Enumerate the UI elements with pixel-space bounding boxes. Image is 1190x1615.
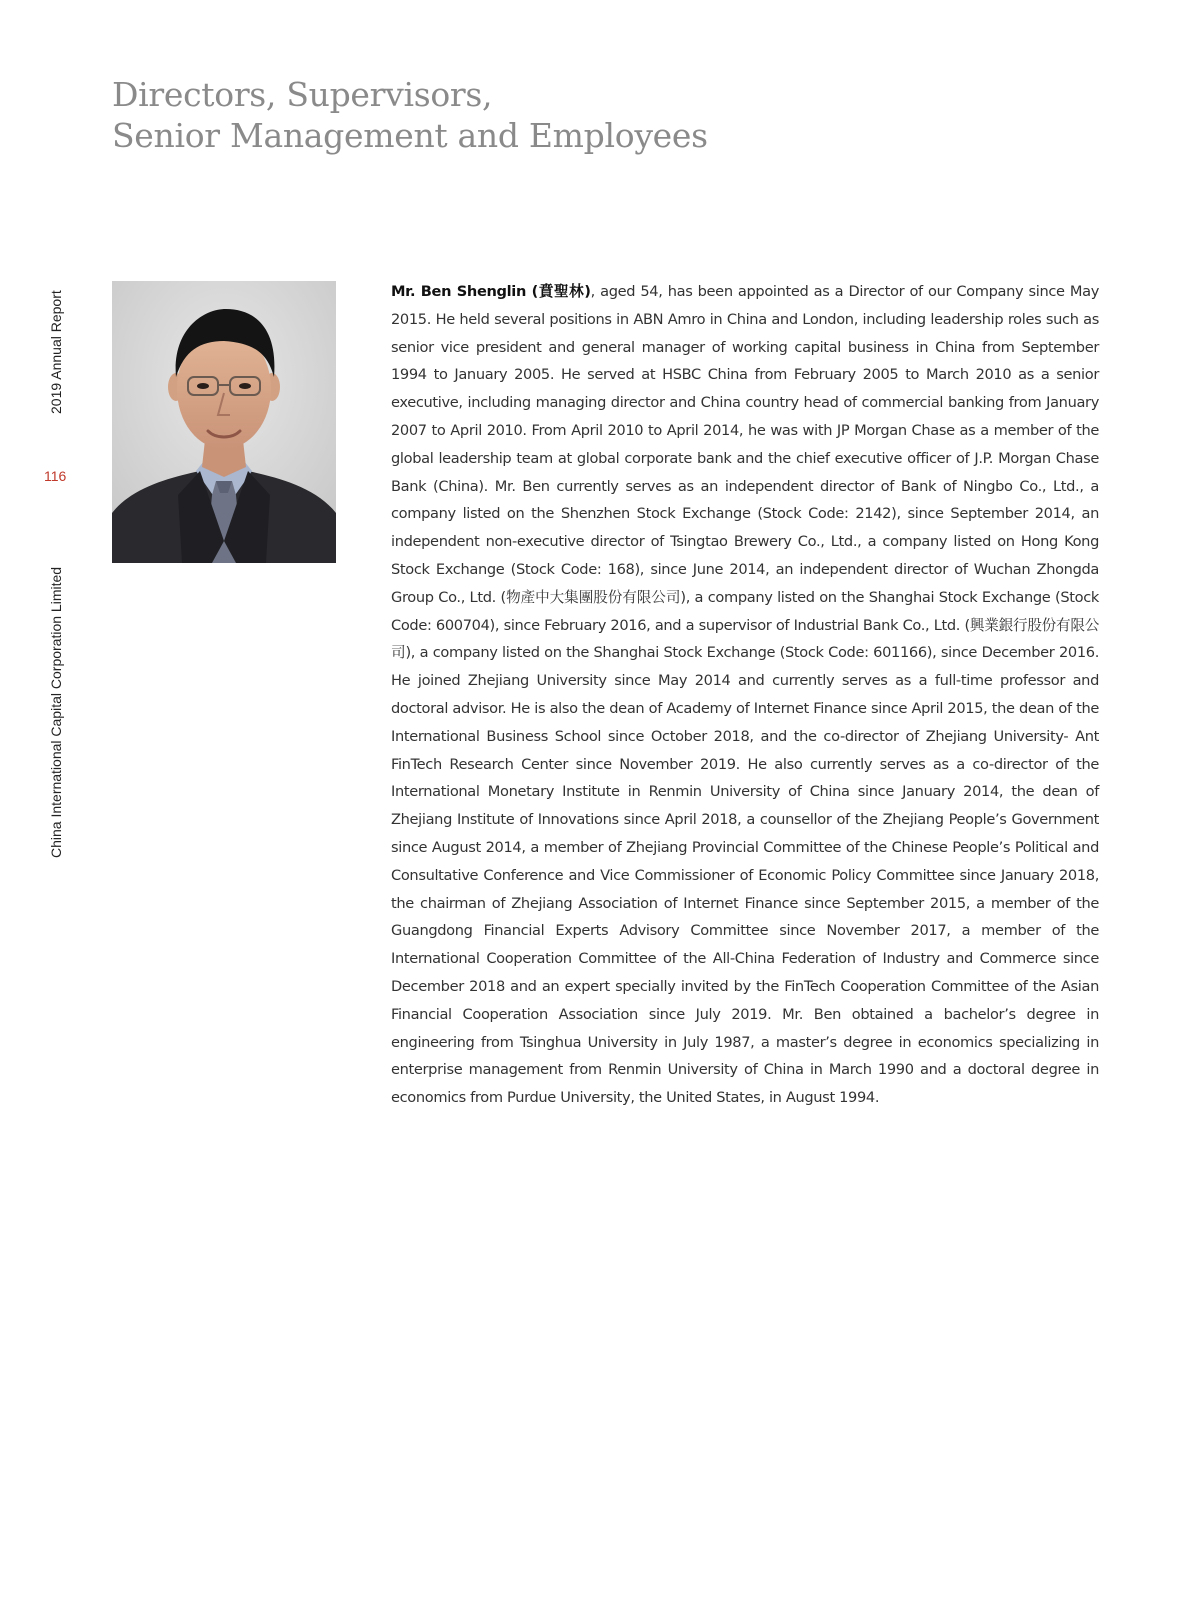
portrait-photo-icon	[112, 281, 336, 563]
page-title-line-1: Directors, Supervisors,	[112, 75, 493, 114]
company-label: China International Capital Corporation Limited	[48, 566, 64, 858]
page-title	[112, 74, 708, 156]
portrait-photo	[112, 281, 336, 563]
director-biography-text: , aged 54, has been appointed as a Director of our Company since May 2015. He held several positions in ABN Amro in China and London, including leadership roles such as senior vice president and general manager of working capital business in China from September 1994 to January 2005. He served at HSBC China from February 2005 to March 2010 as a senior executive, including managing director and China country head of commercial banking from January 2007 to April 2010. From April 2010 to April 2014, he was with JP Morgan Chase as a member of the global leadership team at global corporate bank and the chief executive officer of J.P. Morgan Chase Bank (China). Mr. Ben currently serves as an independent director of Bank of Ningbo Co., Ltd., a company listed on the Shenzhen Stock Exchange (Stock Code: 2142), since September 2014, an independent non-executive director of Tsingtao Brewery Co., Ltd., a company listed on Hong Kong Stock Exchange (Stock Code: 168), since June 2014, an independent director of Wuchan Zhongda Group Co., Ltd. (物產中大集團股份有限公司), a company listed on the Shanghai Stock Exchange (Stock Code: 600704), since February 2016, and a supervisor of Industrial Bank Co., Ltd. (興業銀行股份有限公司), a company listed on the Shanghai Stock Exchange (Stock Code: 601166), since December 2016. He joined Zhejiang University since May 2014 and currently serves as a full-time professor and doctoral advisor. He is also the dean of Academy of Internet Finance since April 2015, the dean of the International Business School since October 2018, and the co-director of Zhejiang University- Ant FinTech Research Center since November 2019. He also currently serves as a co-director of the International Monetary Institute in Renmin University of China since January 2014, the dean of Zhejiang Institute of Innovations since April 2018, a counsellor of the Zhejiang People’s Government since August 2014, a member of Zhejiang Provincial Committee of the Chinese People’s Political and Consultative Conference and Vice Commissioner of Economic Policy Committee since January 2018, the chairman of Zhejiang Association of Internet Finance since September 2015, a member of the Guangdong Financial Experts Advisory Committee since November 2017, a member of the International Cooperation Committee of the All-China Federation of Industry and Commerce since December 2018 and an expert specially invited by the FinTech Cooperation Committee of the Asian Financial Cooperation Association since July 2019. Mr. Ben obtained a bachelor’s degree in engineering from Tsinghua University in July 1987, a master’s degree in economics specializing in enterprise management from Renmin University of China in March 1990 and a doctoral degree in economics from Purdue University, the United States, in August 1994.	[391, 283, 1099, 1107]
page-number: 116	[44, 468, 67, 484]
page-title-line-2: Senior Management and Employees	[112, 116, 708, 155]
director-biography	[391, 278, 1099, 1112]
report-label: 2019 Annual Report	[48, 290, 64, 414]
director-name: Mr. Ben Shenglin (賁聖林)	[391, 283, 591, 300]
